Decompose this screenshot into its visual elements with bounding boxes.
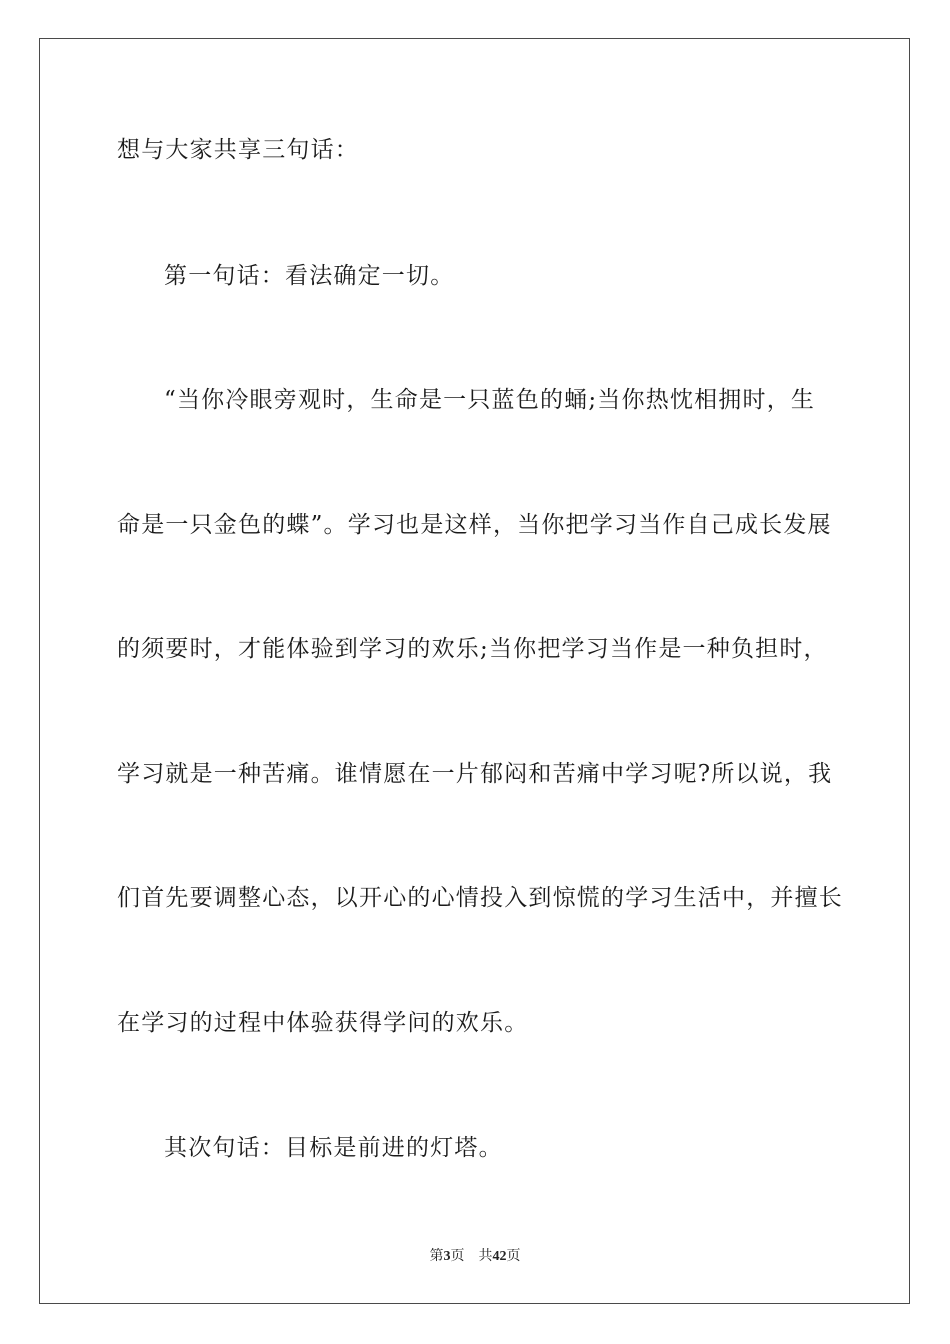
total-prefix: 共 xyxy=(478,1249,493,1264)
paragraph-line: 在学习的过程中体验获得学问的欢乐。 xyxy=(117,1010,529,1036)
paragraph-line: “当你冷眼旁观时，生命是一只蓝色的蛹;当你热忱相拥时，生 xyxy=(164,387,816,413)
page-prefix: 第 xyxy=(429,1249,444,1264)
paragraph-line: 们首先要调整心态，以开心的心情投入到惊慌的学习生活中，并擅长 xyxy=(117,885,843,911)
page-number: 3 xyxy=(443,1249,451,1264)
page-footer xyxy=(0,1248,950,1266)
paragraph-second-saying-heading: 其次句话：目标是前进的灯塔。 xyxy=(164,1135,503,1161)
total-suffix: 页 xyxy=(506,1249,521,1264)
total-pages: 42 xyxy=(492,1249,507,1264)
paragraph-line: 学习就是一种苦痛。谁情愿在一片郁闷和苦痛中学习呢?所以说，我 xyxy=(117,761,833,787)
paragraph-intro: 想与大家共享三句话： xyxy=(117,137,359,163)
paragraph-first-saying-heading: 第一句话：看法确定一切。 xyxy=(164,263,455,289)
paragraph-line: 命是一只金色的蝶”。学习也是这样，当你把学习当作自己成长发展 xyxy=(117,512,832,538)
page-suffix: 页 xyxy=(450,1249,465,1264)
paragraph-line: 的须要时，才能体验到学习的欢乐;当你把学习当作是一种负担时， xyxy=(117,636,828,662)
page-border xyxy=(39,38,910,1304)
